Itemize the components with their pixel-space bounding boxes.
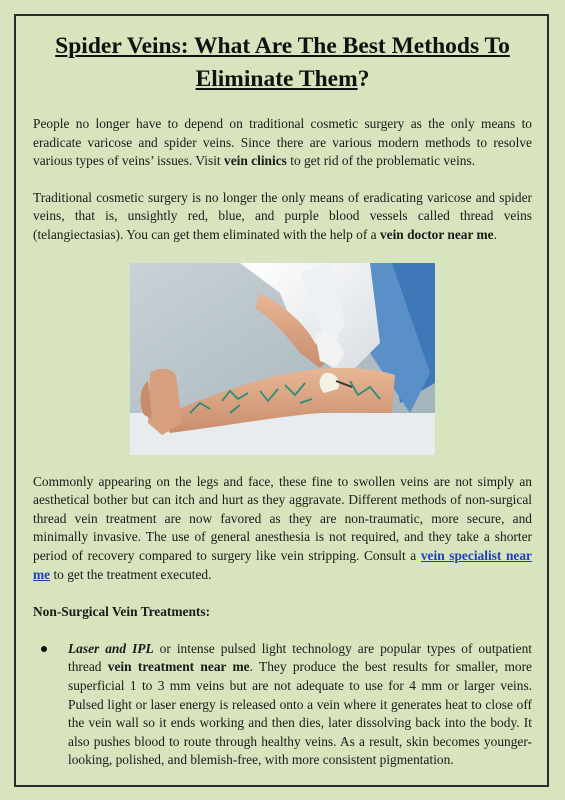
para3-text-a: Commonly appearing on the legs and face, these fine to swollen veins are not simply an aesthetical bother but can itch and hurt as they aggravate. Different methods of non-surgical thread vein treatment are now favored as they are non-traumatic, more secure, and minimally invasive. The use of general anesthesia is not required, and they take a shorter period of recovery compared to surgery like vein stripping. Consult a	[33, 473, 532, 563]
bullet-bold: vein treatment near me	[107, 659, 250, 675]
bullet-text-a: or intense pulsed light technology are popular types of outpatient thread	[68, 640, 532, 675]
paragraph-commonly	[33, 473, 532, 585]
paragraph-surgery	[33, 189, 532, 245]
treatment-list	[33, 640, 532, 770]
para2-text-b: .	[493, 226, 497, 242]
para2-bold: vein doctor near me	[379, 226, 494, 242]
page-title	[33, 30, 532, 96]
para1-text-a: People no longer have to depend on traditional cosmetic surgery as the only means to eradicate varicose and spider veins. Since there are various modern methods to resolve various types of veins’ issues. Visit	[33, 116, 532, 169]
title-line-2: Eliminate Them	[195, 66, 358, 92]
bullet-icon	[41, 646, 47, 652]
para2-text-a: Traditional cosmetic surgery is no longer the only means of eradicating varicose and spider veins, that is, unsightly red, blue, and purple blood vessels called thread veins (telangiectasias). You can get them eliminated with the help of a	[33, 189, 532, 242]
document-body	[33, 30, 532, 770]
para3-text-b: to get the treatment executed.	[50, 566, 212, 582]
bullet-lead: Laser and IPL	[68, 640, 154, 656]
title-line-1: Spider Veins: What Are The Best Methods To	[55, 33, 510, 59]
photo-illustration	[130, 263, 435, 455]
section-heading: Non-Surgical Vein Treatments:	[33, 604, 211, 620]
bullet-text-b: . They produce the best results for smaller, more superficial 1 to 3 mm veins but are not adequate to use for 4 mm or larger veins. Pulsed light or laser energy is released onto a vein where it generates heat to close off the vein wall so it ends working and then dies, later dissolving back into the body. It also pushes blood to route through healthy veins. As a result, skin becomes younger-looking, polished, and blemish-free, with more consistent pigmentation.	[68, 659, 532, 768]
para1-bold: vein clinics	[224, 153, 287, 169]
paragraph-intro	[33, 115, 532, 171]
list-item	[68, 640, 532, 770]
para1-text-b: to get rid of the problematic veins.	[286, 153, 476, 169]
vein-specialist-link[interactable]: vein specialist near me	[33, 547, 532, 582]
title-suffix: ?	[357, 66, 370, 92]
leg-ultrasound-photo	[130, 263, 435, 455]
